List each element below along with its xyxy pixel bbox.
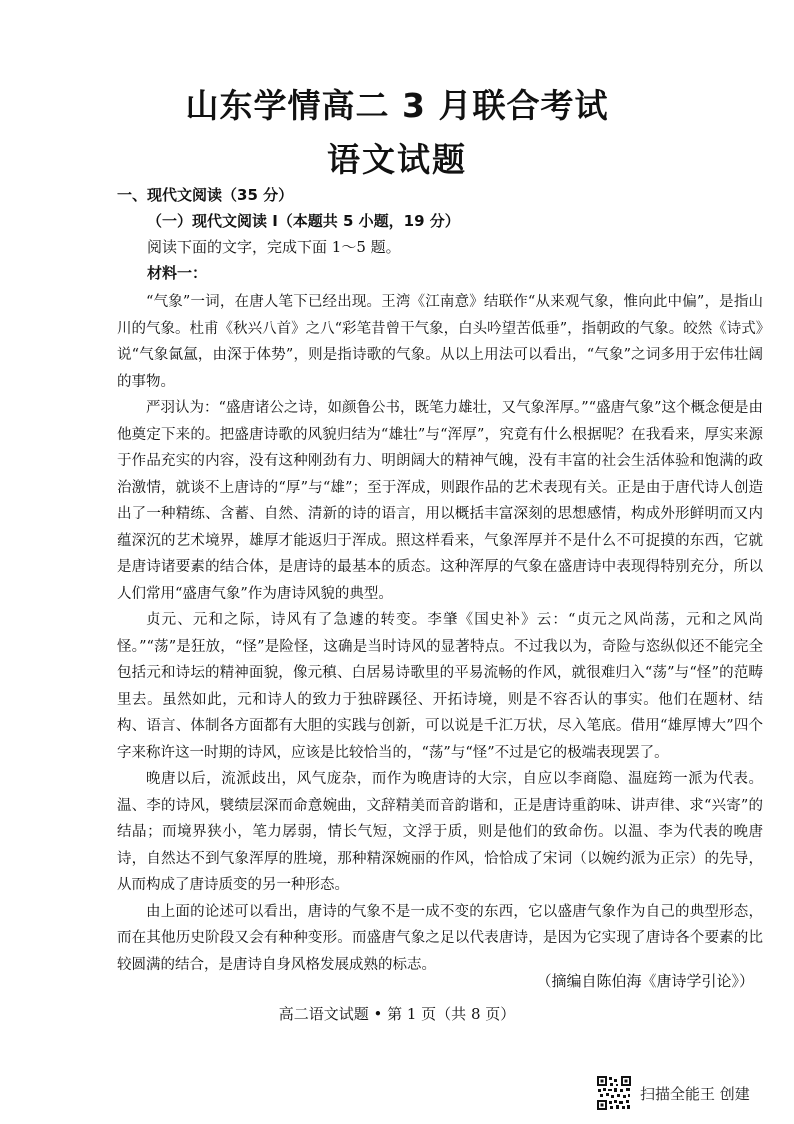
passage-paragraph-3: 贞元、元和之际，诗风有了急遽的转变。李肇《国史补》云：“贞元之风尚荡，元和之风尚怪。”“荡”是狂放，“怪”是险怪，这确是当时诗风的显著特点。不过我以为，奇险与恣纵似还不能完全包括元和诗坛的精神面貌，像元稹、白居易诗歌里的平易流畅的作风，就很难归入“荡”与“怪”的范畴里去。虽然如此，元和诗人的致力于独辟蹊径、开拓诗境，则是不容否认的事实。他们在题材、结构、语言、体制各方面都有大胆的实践与创新，可以说是千汇万状，尽入笔底。借用“雄厚博大”四个字来称许这一时期的诗风，应该是比较恰当的，“荡”与“怪”不过是它的极端表现罢了。: [117, 612, 763, 761]
passage-paragraph-4: 晚唐以后，流派歧出，风气庞杂，而作为晚唐诗的大宗，自应以李商隐、温庭筠一派为代表。温、李的诗风，襞绩层深而命意婉曲，文辞精美而音韵谐和，正是唐诗重韵味、讲声律、求“兴寄”的结晶；而境界狭小，笔力孱弱，情长气短，文浮于质，则是他们的致命伤。以温、李为代表的晚唐诗，自然达不到气象浑厚的胜境，那种精深婉丽的作风，恰恰成了宋词（以婉约派为正宗）的先导，从而构成了唐诗质变的另一种形态。: [117, 771, 763, 893]
material-label: 材料一：: [147, 264, 208, 282]
exam-title: 山东学情高二 3 月联合考试: [185, 86, 609, 125]
qr-code-icon: [596, 1075, 632, 1111]
section-heading: 一、现代文阅读（35 分）: [117, 186, 294, 204]
scanner-watermark: [596, 1073, 750, 1113]
exam-subtitle: 语文试题: [327, 140, 467, 179]
passage-source: （摘编自陈伯海《唐诗学引论》）: [536, 972, 754, 990]
passage-paragraph-1: “气象”一词，在唐人笔下已经出现。王湾《江南意》结联作“从来观气象，惟向此中偏”，是指山川的气象。杜甫《秋兴八首》之八“彩笔昔曾干气象，白头吟望苦低垂”，指朝政的气象。皎然《诗式》说“气象氤氲，由深于体势”，则是指诗歌的气象。从以上用法可以看出，“气象”之词多用于宏伟壮阔的事物。: [117, 294, 763, 390]
page-footer: 高二语文试题 • 第 1 页（共 8 页）: [278, 1005, 516, 1023]
watermark-text: 扫描全能王 创建: [640, 1084, 750, 1103]
passage-paragraph-2: 严羽认为：“盛唐诸公之诗，如颜鲁公书，既笔力雄壮，又气象浑厚。”“盛唐气象”这个概念便是由他奠定下来的。把盛唐诗歌的风貌归结为“雄壮”与“浑厚”，究竟有什么根据呢？在我看来，厚实来源于作品充实的内容，没有这种刚劲有力、明朗阔大的精神气魄，没有丰富的社会生活体验和饱满的政治激情，就谈不上唐诗的“厚”与“雄”；至于浑成，则跟作品的艺术表现有关。正是由于唐代诗人创造出了一种精练、含蓄、自然、清新的诗的语言，用以概括丰富深刻的思想感情，构成外形鲜明而又内蕴深沉的艺术境界，雄厚才能返归于浑成。照这样看来，气象浑厚并不是什么不可捉摸的东西，它就是唐诗诸要素的结合体，是唐诗的最基本的质态。这种浑厚的气象在盛唐诗中表现得特别充分，所以人们常用“盛唐气象”作为唐诗风貌的典型。: [117, 400, 763, 602]
passage-body: [117, 289, 763, 978]
reading-instruction: 阅读下面的文字，完成下面 1～5 题。: [147, 238, 401, 256]
subsection-heading: （一）现代文阅读 I（本题共 5 小题，19 分）: [147, 212, 460, 230]
passage-paragraph-5: 由上面的论述可以看出，唐诗的气象不是一成不变的东西，它以盛唐气象作为自己的典型形态，而在其他历史阶段又会有种种变形。而盛唐气象之足以代表唐诗，是因为它实现了唐诗各个要素的比较圆满的结合，是唐诗自身风格发展成熟的标志。: [117, 903, 763, 973]
